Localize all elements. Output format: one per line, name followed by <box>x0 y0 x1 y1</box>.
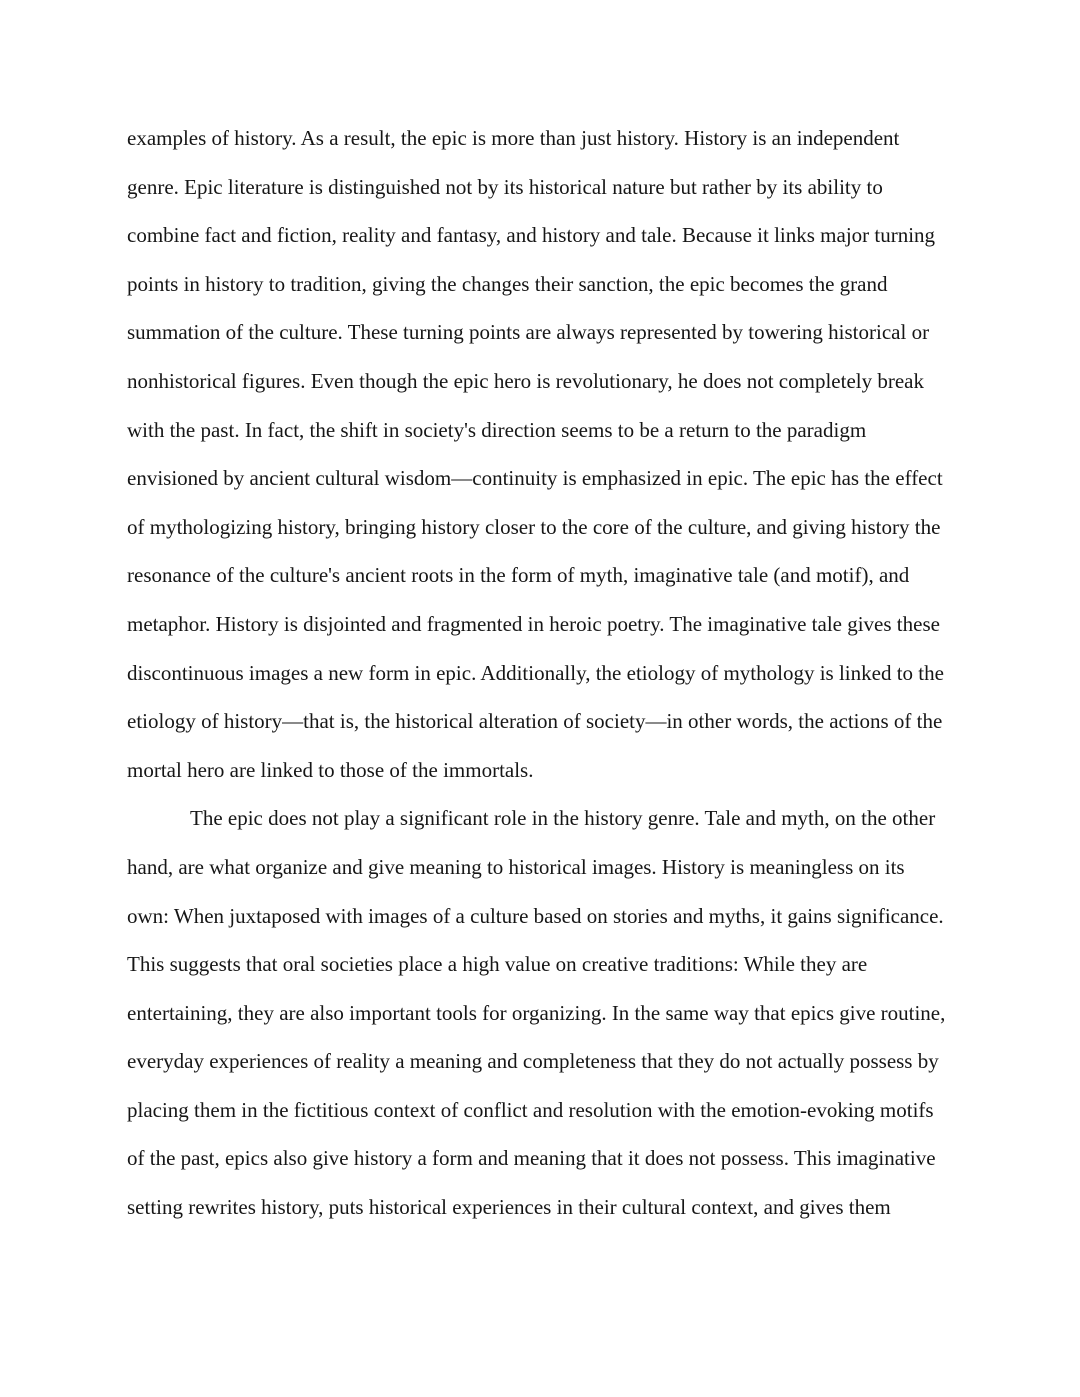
text-line: examples of history. As a result, the epic is more than just history. History is an independent <box>127 126 900 150</box>
text-line: everyday experiences of reality a meaning and completeness that they do not actually possess by <box>127 1049 939 1074</box>
text-line: setting rewrites history, puts historical experiences in their cultural context, and gives them <box>127 1195 891 1220</box>
text-line: metaphor. History is disjointed and fragmented in heroic poetry. The imaginative tale gives these <box>127 611 940 636</box>
text-line: summation of the culture. These turning points are always represented by towering historical or <box>127 320 930 345</box>
text-line: hand, are what organize and give meaning to historical images. History is meaningless on its <box>127 854 905 879</box>
text-line: points in history to tradition, giving the changes their sanction, the epic becomes the grand <box>127 271 888 296</box>
text-line: nonhistorical figures. Even though the epic hero is revolutionary, he does not completely break <box>127 368 924 393</box>
paragraph <box>127 114 954 794</box>
text-line: combine fact and fiction, reality and fantasy, and history and tale. Because it links major turning <box>127 223 936 248</box>
text-line: own: When juxtaposed with images of a culture based on stories and myths, it gains significance. <box>127 903 944 928</box>
text-line: resonance of the culture's ancient roots in the form of myth, imaginative tale (and motif), and <box>127 563 910 588</box>
text-line: mortal hero are linked to those of the immortals. <box>127 757 534 782</box>
text-line: entertaining, they are also important tools for organizing. In the same way that epics give routine, <box>127 1000 946 1025</box>
document-body <box>127 114 954 1232</box>
text-line: with the past. In fact, the shift in society's direction seems to be a return to the paradigm <box>127 417 867 442</box>
text-line: placing them in the fictitious context of conflict and resolution with the emotion-evoking motifs <box>127 1097 934 1122</box>
text-line: etiology of history—that is, the historical alteration of society—in other words, the actions of the <box>127 709 943 734</box>
text-line: discontinuous images a new form in epic. Additionally, the etiology of mythology is linked to the <box>127 660 944 685</box>
text-line: of the past, epics also give history a form and meaning that it does not possess. This imaginative <box>127 1146 936 1171</box>
paragraph <box>127 794 954 1231</box>
text-line: envisioned by ancient cultural wisdom—continuity is emphasized in epic. The epic has the effect <box>127 466 943 491</box>
text-line: genre. Epic literature is distinguished not by its historical nature but rather by its ability to <box>127 174 883 199</box>
text-line: The epic does not play a significant role in the history genre. Tale and myth, on the other <box>190 806 936 831</box>
text-line: This suggests that oral societies place a high value on creative traditions: While they are <box>127 952 868 977</box>
text-line: of mythologizing history, bringing history closer to the core of the culture, and giving history the <box>127 514 941 539</box>
